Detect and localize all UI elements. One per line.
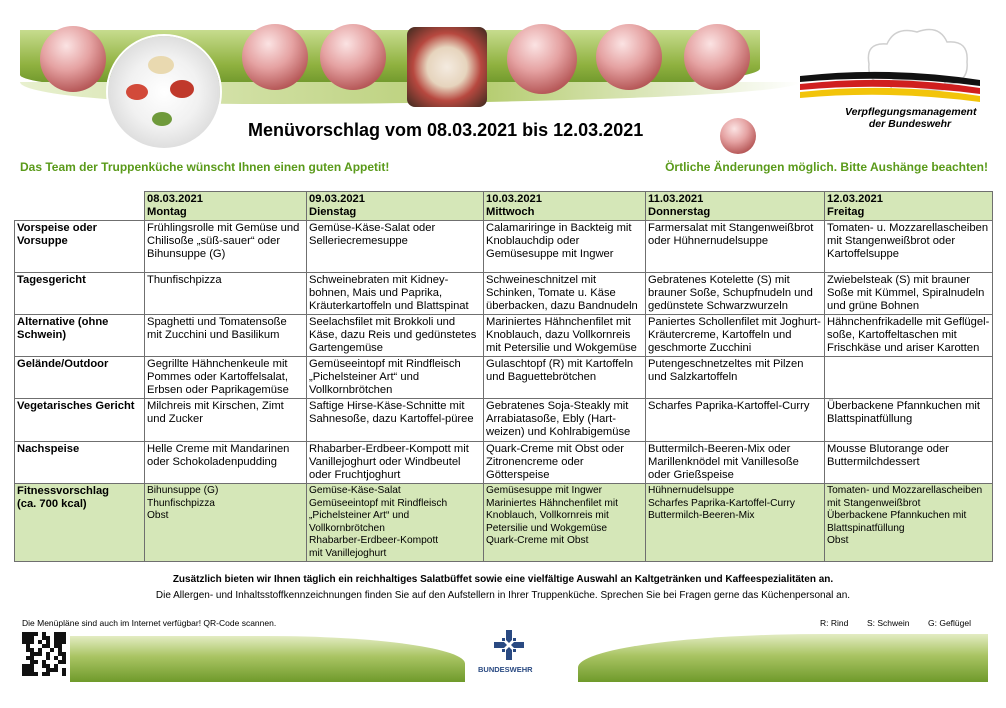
menu-cell: Scharfes Paprika-Kartoffel-Curry — [646, 399, 825, 442]
fitness-label: Fitnessvorschlag — [17, 485, 110, 497]
table-row — [15, 221, 993, 273]
day-name: Freitag — [827, 206, 865, 218]
footer-allergen-note: Die Allergen- und Inhaltsstoffkennzeichnungen finden Sie auf den Aufstellern in Ihrer Truppenküche. Sprechen Sie bei Fragen gerne das Küchenpersonal an. — [155, 590, 851, 601]
online-note: Die Menüpläne sind auch im Internet verfügbar! QR-Code scannen. — [22, 618, 277, 628]
legend-gefluegel: G: Geflügel — [928, 618, 971, 628]
fitness-row — [15, 484, 993, 562]
cappuccino-photo — [407, 27, 487, 107]
decor-ball — [242, 24, 308, 90]
menu-cell: Buttermilch-Beeren-Mix oder Marillenknödel mit Vanillesoße oder Grießspeise — [646, 442, 825, 484]
day-header — [825, 192, 993, 221]
fitness-item: Obst — [827, 535, 849, 546]
menu-cell: Putengeschnetzeltes mit Pilzen und Salzkartoffeln — [646, 357, 825, 399]
table-row — [15, 273, 993, 315]
logo-line1: Verpflegungsmanagement — [845, 106, 977, 118]
footer-band-left — [70, 636, 465, 682]
fitness-cell — [145, 484, 307, 562]
fitness-item: Quark-Creme mit Obst — [486, 535, 589, 546]
decor-ball — [320, 24, 386, 90]
menu-cell: Mousse Blutorange oder Buttermilchdessert — [825, 442, 993, 484]
fitness-item: mit Stangenweißbrot — [827, 497, 921, 509]
decor-ball — [596, 24, 662, 90]
menu-cell: Paniertes Schollenfilet mit Joghurt-Kräutercreme, Kartoffeln und geschmorte Zucchini — [646, 315, 825, 357]
menu-cell: Mariniertes Hähnchenfilet mit Knoblauch, dazu Vollkornreis mit Petersilie und Wokgemüse — [484, 315, 646, 357]
day-date: 08.03.2021 — [147, 193, 203, 205]
row-label — [15, 484, 145, 562]
menu-cell: Überbackene Pfannkuchen mit Blattspinatfüllung — [825, 399, 993, 442]
table-row — [15, 399, 993, 442]
menu-cell: Quark-Creme mit Obst oder Zitronencreme oder Götterspeise — [484, 442, 646, 484]
fitness-item: Scharfes Paprika-Kartoffel-Curry — [648, 497, 796, 509]
fitness-item: Knoblauch, Vollkornreis mit — [486, 510, 609, 521]
decor-ball — [684, 24, 750, 90]
menu-cell: Hähnchenfrikadelle mit Geflügel-soße, Kartoffeltaschen mit Frischkäse und ariser Karotten — [825, 315, 993, 357]
row-label: Vorspeise oder Vorsuppe — [15, 221, 145, 273]
fitness-cell — [307, 484, 484, 562]
greeting-left: Das Team der Truppenküche wünscht Ihnen einen guten Appetit! — [20, 160, 390, 174]
fitness-item: Tomaten- und Mozzarellascheiben — [827, 485, 983, 496]
logo-text — [845, 106, 975, 130]
fitness-item: Gemüsesuppe mit Ingwer — [486, 485, 603, 496]
fitness-item: Mariniertes Hähnchenfilet mit — [486, 497, 618, 509]
day-name: Donnerstag — [648, 206, 711, 218]
menu-cell: Gemüseeintopf mit Rindfleisch „Pichelsteiner Art“ und Vollkornbrötchen — [307, 357, 484, 399]
fitness-cell — [484, 484, 646, 562]
bundeswehr-cross-icon — [494, 630, 524, 660]
menu-cell — [825, 357, 993, 399]
menu-cell: Saftige Hirse-Käse-Schnitte mit Sahnesoße, dazu Kartoffel-püree — [307, 399, 484, 442]
bundeswehr-text: BUNDESWEHR — [478, 665, 533, 674]
row-label: Alternative (ohne Schwein) — [15, 315, 145, 357]
day-name: Mittwoch — [486, 206, 535, 218]
menu-cell: Schweinebraten mit Kidney-bohnen, Mais und Paprika, Kräuterkartoffeln und Blattspinat — [307, 273, 484, 315]
fitness-item: Gemüseeintopf mit Rindfleisch — [309, 497, 448, 509]
row-label: Gelände/Outdoor — [15, 357, 145, 399]
footer-salad-note: Zusätzlich bieten wir Ihnen täglich ein reichhaltiges Salatbüffet sowie eine vielfältige Auswahl an Kaltgetränken und Kaffeespezialitäten an. — [172, 574, 834, 585]
menu-cell: Farmersalat mit Stangenweißbrot oder Hühnernudelsuppe — [646, 221, 825, 273]
fitness-item: „Pichelsteiner Art“ und — [309, 510, 410, 521]
fitness-item: Buttermilch-Beeren-Mix — [648, 510, 755, 521]
table-row — [15, 357, 993, 399]
day-date: 12.03.2021 — [827, 193, 883, 205]
fitness-item: Vollkornbrötchen — [309, 522, 385, 534]
fitness-item: mit Vanillejoghurt — [309, 547, 387, 559]
menu-cell: Gebratenes Soja-Steakly mit Arrabiatasoße, Ebly (Hart-weizen) und Kohlrabigemüse — [484, 399, 646, 442]
fitness-item: Hühnernudelsuppe — [648, 485, 735, 496]
day-date: 11.03.2021 — [648, 193, 704, 205]
menu-cell: Tomaten- u. Mozzarellascheiben mit Stangenweißbrot oder Kartoffelsuppe — [825, 221, 993, 273]
menu-cell: Thunfischpizza — [145, 273, 307, 315]
legend-rind: R: Rind — [820, 618, 849, 628]
menu-cell: Calamariringe in Backteig mit Knoblauchdip oder Gemüsesuppe mit Ingwer — [484, 221, 646, 273]
decor-ball-small — [720, 118, 756, 154]
menu-cell: Rhabarber-Erdbeer-Kompott mit Vanillejoghurt oder Windbeutel oder Fruchtjoghurt — [307, 442, 484, 484]
table-row — [15, 315, 993, 357]
menu-cell: Gebratenes Kotelette (S) mit brauner Soße, Schupfnudeln und gedünstete Schwarzwurzeln — [646, 273, 825, 315]
decor-ball — [507, 24, 577, 94]
page-title: Menüvorschlag vom 08.03.2021 bis 12.03.2021 — [248, 120, 644, 140]
day-date: 09.03.2021 — [309, 193, 365, 205]
menu-cell: Gegrillte Hähnchenkeule mit Pommes oder Kartoffelsalat, Erbsen oder Paprikagemüse — [145, 357, 307, 399]
fitness-item: Bihunsuppe (G) — [147, 485, 219, 496]
row-label: Nachspeise — [15, 442, 145, 484]
fitness-item: Obst — [147, 510, 169, 521]
greeting-right: Örtliche Änderungen möglich. Bitte Aushänge beachten! — [665, 160, 988, 174]
day-header — [307, 192, 484, 221]
day-header — [484, 192, 646, 221]
row-label: Tagesgericht — [15, 273, 145, 315]
flag-stripes-icon — [800, 70, 980, 108]
food-plate-photo — [108, 36, 220, 148]
fitness-item: Rhabarber-Erdbeer-Kompott — [309, 535, 439, 546]
menu-cell: Gemüse-Käse-Salat oder Selleriecremesuppe — [307, 221, 484, 273]
fitness-item: Petersilie und Wokgemüse — [486, 522, 607, 534]
menu-cell: Zwiebelsteak (S) mit brauner Soße mit Kümmel, Spiralnudeln und grüne Bohnen — [825, 273, 993, 315]
decor-ball — [40, 26, 106, 92]
fitness-item: Blattspinatfüllung — [827, 522, 905, 534]
fitness-item: Überbackene Pfannkuchen mit — [827, 510, 967, 521]
row-label: Vegetarisches Gericht — [15, 399, 145, 442]
menu-cell: Gulaschtopf (R) mit Kartoffeln und Baguettebrötchen — [484, 357, 646, 399]
table-row — [15, 442, 993, 484]
menu-cell: Frühlingsrolle mit Gemüse und Chilisoße „süß-sauer“ oder Bihunsuppe (G) — [145, 221, 307, 273]
menu-cell: Seelachsfilet mit Brokkoli und Käse, dazu Reis und gedünstetes Gartengemüse — [307, 315, 484, 357]
fitness-cell — [646, 484, 825, 562]
menu-cell: Helle Creme mit Mandarinen oder Schokoladenpudding — [145, 442, 307, 484]
footer-band-right — [578, 634, 988, 682]
table-corner — [15, 192, 145, 221]
day-name: Dienstag — [309, 206, 357, 218]
legend-schwein: S: Schwein — [867, 618, 910, 628]
day-header — [646, 192, 825, 221]
qr-code-icon[interactable] — [22, 632, 66, 676]
day-name: Montag — [147, 206, 187, 218]
fitness-cell — [825, 484, 993, 562]
day-header — [145, 192, 307, 221]
fitness-item: Gemüse-Käse-Salat — [309, 485, 401, 496]
menu-table — [14, 191, 993, 562]
fitness-kcal: (ca. 700 kcal) — [17, 498, 87, 510]
menu-cell: Spaghetti und Tomatensoße mit Zucchini und Basilikum — [145, 315, 307, 357]
table-header-row — [15, 192, 993, 221]
day-date: 10.03.2021 — [486, 193, 542, 205]
fitness-item: Thunfischpizza — [147, 497, 215, 509]
logo-line2: der Bundeswehr — [868, 118, 952, 130]
menu-cell: Milchreis mit Kirschen, Zimt und Zucker — [145, 399, 307, 442]
menu-cell: Schweineschnitzel mit Schinken, Tomate u. Käse überbacken, dazu Bandnudeln — [484, 273, 646, 315]
